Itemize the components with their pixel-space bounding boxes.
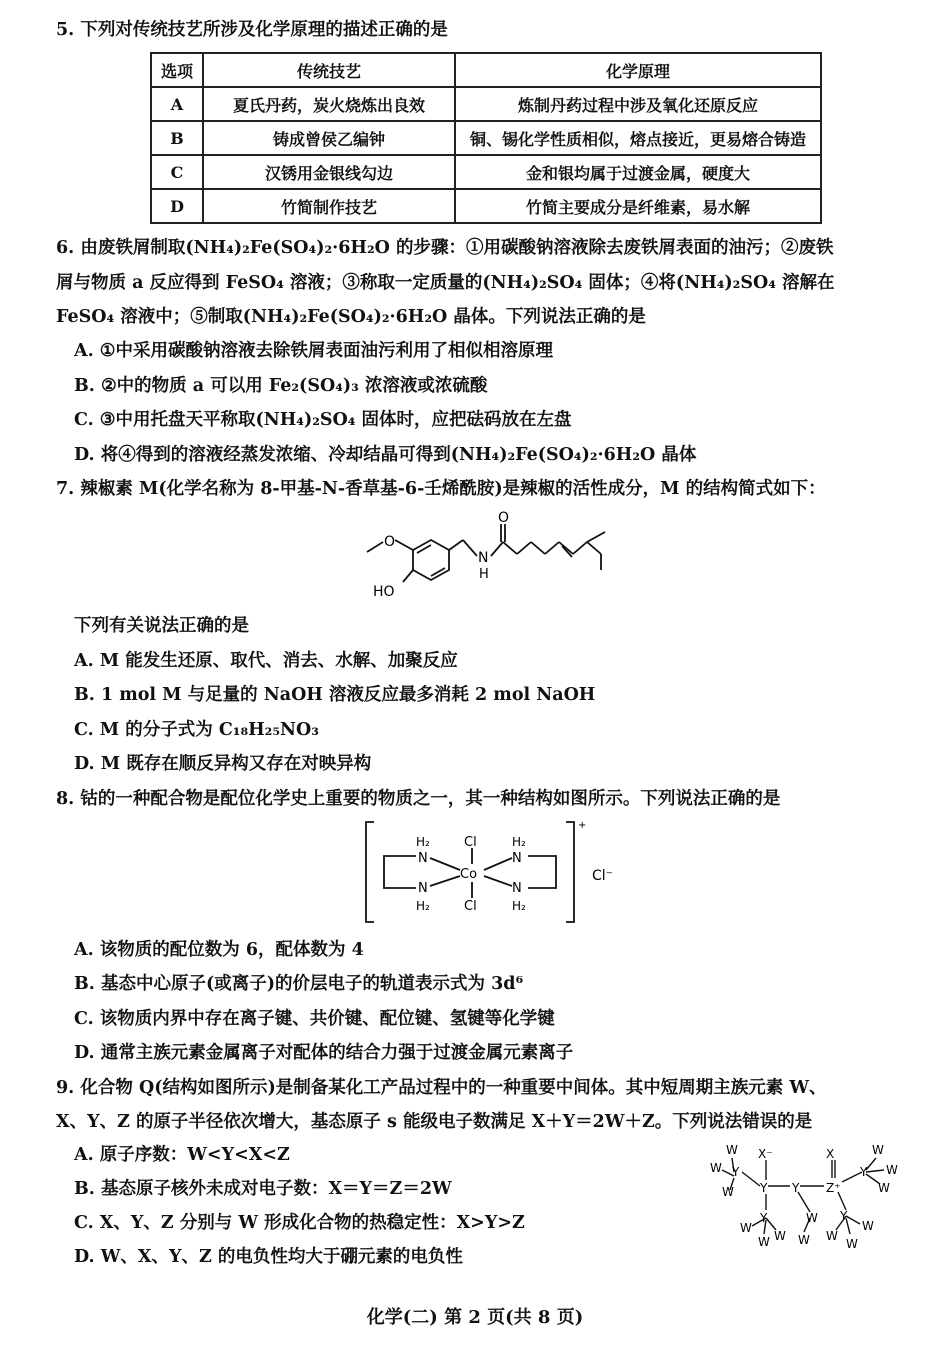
- cell-technique: 夏氏丹药，炭火烧炼出良效: [203, 87, 455, 121]
- table-row: [151, 121, 821, 155]
- complex-charge-label: +: [578, 820, 587, 831]
- cell-principle: 铜、锡化学性质相似，熔点接近，更易熔合铸造: [455, 121, 821, 155]
- q7-option-d: D. M 既存在顺反异构又存在对映异构: [74, 754, 372, 774]
- atom-w-label: W: [798, 1233, 810, 1247]
- methoxy-o-label: O: [384, 534, 396, 550]
- cell-option: B: [151, 121, 203, 155]
- cell-option: C: [151, 155, 203, 189]
- cell-technique: 铸成曾侯乙编钟: [203, 121, 455, 155]
- atom-x-label: X: [826, 1147, 835, 1161]
- atom-w-label: W: [862, 1219, 874, 1233]
- q7-lead: 下列有关说法正确的是: [74, 616, 249, 636]
- table-row: [151, 155, 821, 189]
- cobalt-center-label: Co: [460, 867, 478, 882]
- cell-technique: 竹简制作技艺: [203, 189, 455, 223]
- nh2-h-label: H₂: [512, 899, 526, 913]
- q7-option-c: C. M 的分子式为 C₁₈H₂₅NO₃: [74, 720, 319, 740]
- compound-q-structure: [700, 1140, 910, 1260]
- q5-table: [150, 52, 822, 224]
- atom-w-label: W: [726, 1143, 738, 1157]
- nh2-n-label: N: [512, 881, 522, 896]
- nh2-h-label: H₂: [416, 835, 430, 849]
- q8-option-a: A. 该物质的配位数为 6，配体数为 4: [74, 940, 364, 960]
- cell-option: A: [151, 87, 203, 121]
- cell-technique: 汉锈用金银线勾边: [203, 155, 455, 189]
- chloride-ligand-label: Cl: [464, 899, 477, 914]
- carbonyl-o-label: O: [498, 510, 510, 526]
- nh2-n-label: N: [418, 881, 428, 896]
- hydroxy-label: HO: [373, 584, 395, 600]
- counter-anion-label: Cl⁻: [592, 868, 614, 884]
- q9-option-a: A. 原子序数：W<Y<X<Z: [74, 1145, 290, 1165]
- cell-principle: 炼制丹药过程中涉及氧化还原反应: [455, 87, 821, 121]
- atom-y-label: Y: [760, 1211, 768, 1225]
- table-row: [151, 87, 821, 121]
- chloride-ligand-label: Cl: [464, 835, 477, 850]
- atom-w-label: W: [826, 1229, 838, 1243]
- q9-option-d: D. W、X、Y、Z 的电负性均大于硼元素的电负性: [74, 1247, 463, 1267]
- atom-x-anion-label: X⁻: [758, 1147, 773, 1161]
- q8-stem: 8. 钴的一种配合物是配位化学史上重要的物质之一，其一种结构如图所示。下列说法正确的是: [56, 789, 781, 809]
- cobalt-complex-structure: [360, 818, 630, 926]
- atom-w-label: W: [740, 1221, 752, 1235]
- q7-stem: 7. 辣椒素 M(化学名称为 8-甲基-N-香草基-6-壬烯酰胺)是辣椒的活性成分，M 的结构简式如下：: [56, 479, 826, 499]
- atom-w-label: W: [806, 1211, 818, 1225]
- atom-w-label: W: [872, 1143, 884, 1157]
- q8-option-d: D. 通常主族元素金属离子对配体的结合力强于过渡金属元素离子: [74, 1043, 574, 1063]
- q6-stem-line1: 6. 由废铁屑制取(NH₄)₂Fe(SO₄)₂·6H₂O 的步骤：①用碳酸钠溶液除去废铁屑表面的油污；②废铁: [56, 238, 834, 258]
- atom-w-label: W: [774, 1229, 786, 1243]
- table-header-row: [151, 53, 821, 87]
- atom-z-cation-label: Z⁺: [826, 1181, 841, 1195]
- q9-stem-line1: 9. 化合物 Q(结构如图所示)是制备某化工产品过程中的一种重要中间体。其中短周期主族元素 W、: [56, 1078, 827, 1098]
- atom-y-label: Y: [860, 1165, 868, 1179]
- page-footer: 化学(二) 第 2 页(共 8 页): [366, 1307, 584, 1328]
- q7-option-a: A. M 能发生还原、取代、消去、水解、加聚反应: [74, 651, 458, 671]
- q5-stem: 5. 下列对传统技艺所涉及化学原理的描述正确的是: [56, 20, 448, 40]
- table-row: [151, 189, 821, 223]
- atom-w-label: W: [878, 1181, 890, 1195]
- cell-option: D: [151, 189, 203, 223]
- q8-option-c: C. 该物质内界中存在离子键、共价键、配位键、氢键等化学键: [74, 1009, 555, 1029]
- header-principle: 化学原理: [455, 53, 821, 87]
- q6-option-b: B. ②中的物质 a 可以用 Fe₂(SO₄)₃ 浓溶液或浓硫酸: [74, 376, 488, 396]
- nh2-n-label: N: [418, 851, 428, 866]
- q6-option-a: A. ①中采用碳酸钠溶液去除铁屑表面油污利用了相似相溶原理: [74, 341, 553, 361]
- q6-option-d: D. 将④得到的溶液经蒸发浓缩、冷却结晶可得到(NH₄)₂Fe(SO₄)₂·6H₂O 晶体: [74, 445, 697, 465]
- cell-principle: 金和银均属于过渡金属，硬度大: [455, 155, 821, 189]
- header-option: 选项: [151, 53, 203, 87]
- atom-w-label: W: [886, 1163, 898, 1177]
- atom-y-label: Y: [760, 1181, 768, 1195]
- q7-option-b: B. 1 mol M 与足量的 NaOH 溶液反应最多消耗 2 mol NaOH: [74, 685, 596, 705]
- capsaicin-structure: [355, 510, 625, 602]
- q8-option-b: B. 基态中心原子(或离子)的价层电子的轨道表示式为 3d⁶: [74, 974, 524, 994]
- nh2-h-label: H₂: [512, 835, 526, 849]
- cell-principle: 竹简主要成分是纤维素，易水解: [455, 189, 821, 223]
- header-technique: 传统技艺: [203, 53, 455, 87]
- q9-option-b: B. 基态原子核外未成对电子数：X＝Y＝Z＝2W: [74, 1179, 452, 1199]
- atom-y-label: Y: [732, 1165, 740, 1179]
- atom-y-label: Y: [840, 1209, 848, 1223]
- amide-n-label: N: [478, 550, 489, 566]
- q6-stem-line2: 屑与物质 a 反应得到 FeSO₄ 溶液；③称取一定质量的(NH₄)₂SO₄ 固体；④将(NH₄)₂SO₄ 溶解在: [56, 273, 835, 293]
- q9-option-c: C. X、Y、Z 分别与 W 形成化合物的热稳定性：X>Y>Z: [74, 1213, 525, 1233]
- atom-w-label: W: [846, 1237, 858, 1251]
- atom-w-label: W: [758, 1235, 770, 1249]
- amide-h-label: H: [479, 567, 489, 582]
- atom-w-label: W: [722, 1185, 734, 1199]
- q9-stem-line2: X、Y、Z 的原子半径依次增大，基态原子 s 能级电子数满足 X＋Y＝2W＋Z。下列说法错误的是: [56, 1112, 813, 1132]
- q6-stem-line3: FeSO₄ 溶液中；⑤制取(NH₄)₂Fe(SO₄)₂·6H₂O 晶体。下列说法正确的是: [56, 307, 646, 327]
- nh2-n-label: N: [512, 851, 522, 866]
- nh2-h-label: H₂: [416, 899, 430, 913]
- q6-option-c: C. ③中用托盘天平称取(NH₄)₂SO₄ 固体时，应把砝码放在左盘: [74, 410, 572, 430]
- atom-w-label: W: [710, 1161, 722, 1175]
- atom-y-label: Y: [792, 1181, 800, 1195]
